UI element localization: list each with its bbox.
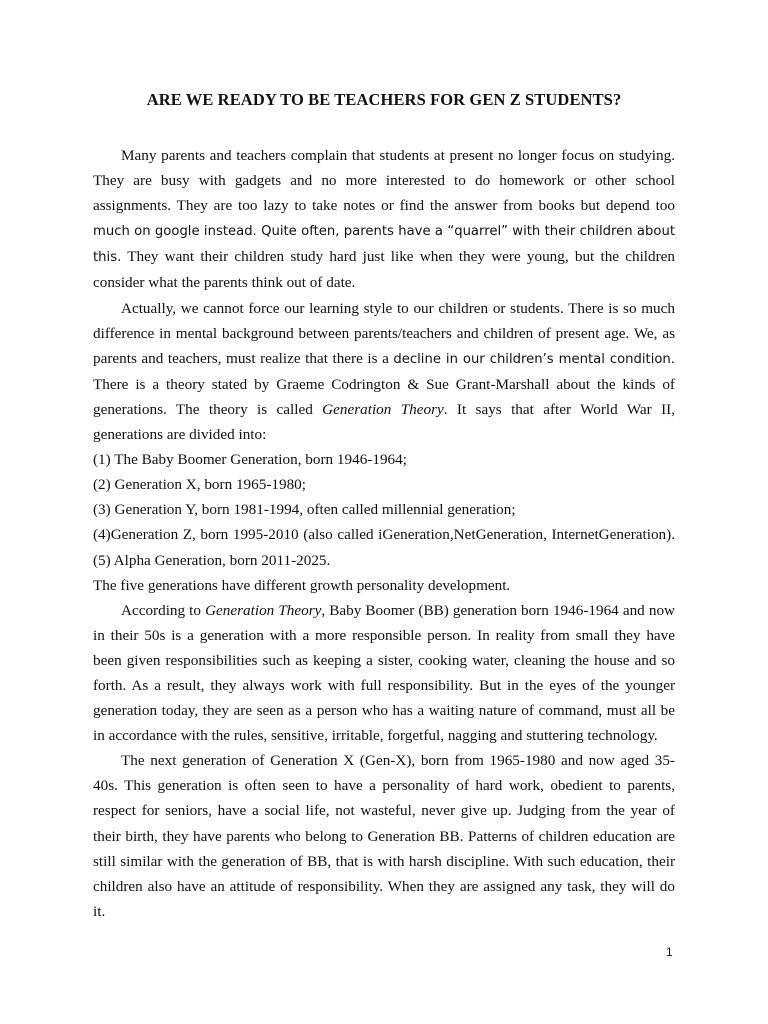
summary-line: The five generations have different growth personality development. [93, 576, 511, 594]
document-body [93, 143, 675, 924]
generation-item-5: (5) Alpha Generation, born 2011-2025. [93, 551, 331, 569]
paragraph-3-text-c: , Baby Boomer (BB) generation born 1946-1964 and now in their 50s is a generation with a more responsible person. In reality from small they have been given responsibilities such as keeping a sister, cooking water, cleaning the house and so forth. As a result, they always work with full responsibility. But in the eyes of the younger generation today, they are seen as a person who has a waiting nature of command, must all be in accordance with the rules, sensitive, irritable, forgetful, nagging and stuttering technology. [93, 601, 676, 745]
paragraph-2-text-e: . It says that after World War II, generations are divided into: [93, 400, 676, 444]
paragraph-1-text-a: Many parents and teachers complain that students at present no longer focus on studying. They are busy with gadgets and no more interested to do homework or other school assignments. They are too lazy to take notes or find the answer from books but depend too [93, 147, 675, 215]
paragraph-2-text-c: There is a theory stated by Graeme Codrington & Sue Grant-Marshall about the kinds of generations. The theory is called [93, 375, 675, 418]
paragraph-3 [93, 598, 675, 749]
generation-theory-term: Generation Theory [322, 400, 444, 418]
generation-item-4: (4)Generation Z, born 1995-2010 (also called iGeneration,NetGeneration, InternetGeneration). [93, 526, 675, 544]
paragraph-1-text-c: They want their children study hard just like when they were young, but the children consider what the parents think out of date. [93, 248, 675, 292]
paragraph-1-text-b: much on google instead. Quite often, parents have a “quarrel” with their children about this. [93, 224, 675, 266]
paragraph-1 [93, 143, 675, 296]
paragraph-2 [93, 296, 675, 448]
generation-item-1: (1) The Baby Boomer Generation, born 1946-1964; [93, 451, 407, 469]
page-number: 1 [666, 945, 673, 959]
document-title: ARE WE READY TO BE TEACHERS FOR GEN Z STUDENTS? [146, 90, 622, 109]
generation-item-3: (3) Generation Y, born 1981-1994, often called millennial generation; [93, 501, 516, 519]
paragraph-2-text-a: Actually, we cannot force our learning style to our children or students. There is so much difference in mental background between parents/teachers and children of present age. We, as parents and teachers, must realize that there is a [93, 299, 675, 367]
generation-theory-term: Generation Theory [205, 601, 322, 619]
paragraph-4: The next generation of Generation X (Gen-X), born from 1965-1980 and now aged 35-40s. This generation is often seen to have a personality of hard work, obedient to parents, respect for seniors, have a social life, not wasteful, never give up. Judging from the year of their birth, they have parents who belong to Generation BB. Patterns of children education are still similar with the generation of BB, that is with harsh discipline. With such education, their children also have an attitude of responsibility. When they are assigned any task, they will do it. [93, 752, 675, 920]
paragraph-3-text-a: According to [121, 601, 206, 619]
generation-item-2: (2) Generation X, born 1965-1980; [93, 476, 306, 494]
paragraph-2-text-b: decline in our children’s mental condition. [393, 351, 675, 367]
